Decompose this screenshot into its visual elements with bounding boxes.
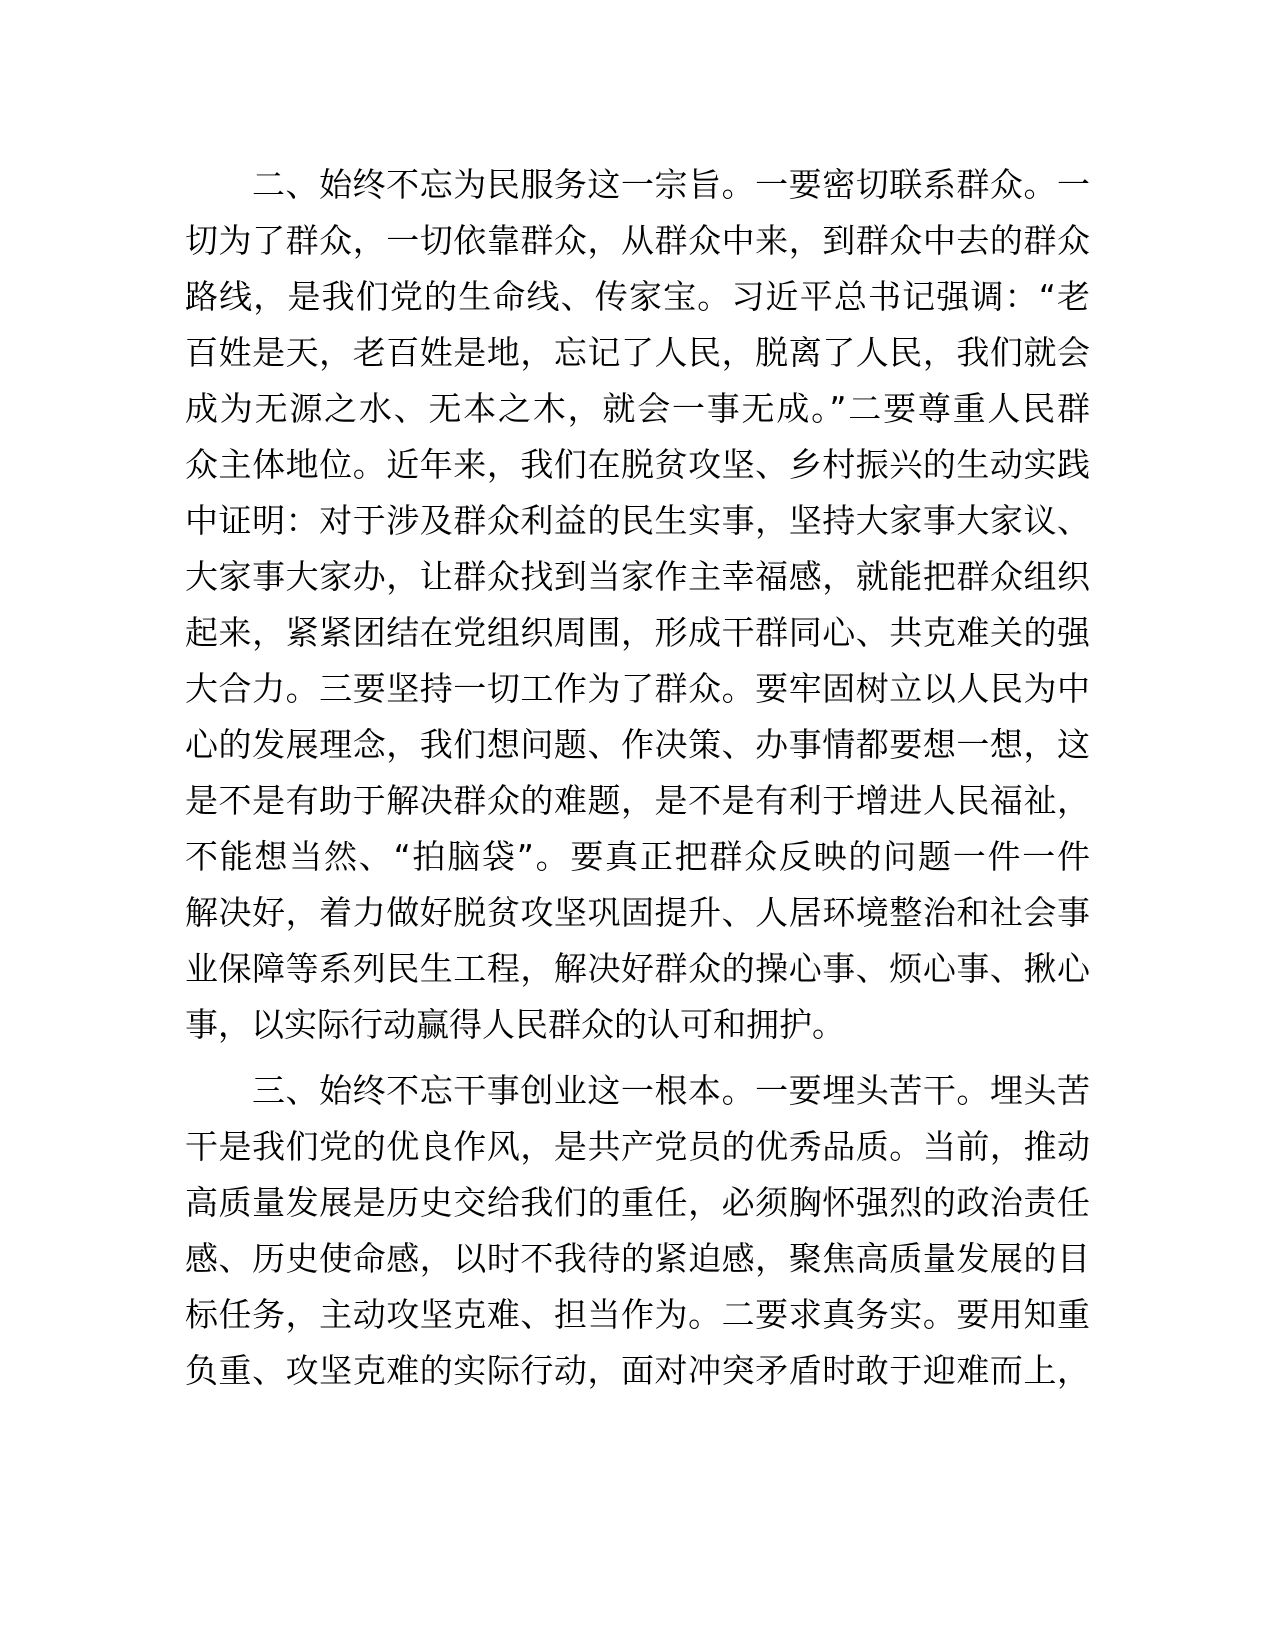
- paragraph-line: 成为无源之水、无本之木，就会一事无成。”二要尊重人民群: [185, 389, 1090, 428]
- paragraph-line: 干是我们党的优良作风，是共产党员的优秀品质。当前，推动: [185, 1127, 1090, 1166]
- paragraph-line: 事，以实际行动赢得人民群众的认可和拥护。: [185, 1005, 845, 1044]
- paragraph-line: 路线，是我们党的生命线、传家宝。习近平总书记强调：“老: [185, 277, 1090, 316]
- paragraph-line: 三、始终不忘干事创业这一根本。一要埋头苦干。埋头苦: [252, 1071, 1090, 1110]
- document-body: [185, 157, 1090, 1399]
- paragraph-spacer: [185, 1053, 1090, 1063]
- paragraph-line: 中证明：对于涉及群众利益的民生实事，坚持大家事大家议、: [185, 501, 1090, 540]
- paragraph-line: 大合力。三要坚持一切工作为了群众。要牢固树立以人民为中: [185, 669, 1090, 708]
- paragraph-line: 是不是有助于解决群众的难题，是不是有利于增进人民福祉，: [185, 781, 1090, 820]
- paragraph-line: 不能想当然、“拍脑袋”。要真正把群众反映的问题一件一件: [185, 837, 1090, 876]
- paragraph-line: 起来，紧紧团结在党组织周围，形成干群同心、共克难关的强: [185, 613, 1090, 652]
- paragraph-line: 百姓是天，老百姓是地，忘记了人民，脱离了人民，我们就会: [185, 333, 1090, 372]
- paragraph-line: 大家事大家办，让群众找到当家作主幸福感，就能把群众组织: [185, 557, 1090, 596]
- paragraph-line: 感、历史使命感，以时不我待的紧迫感，聚焦高质量发展的目: [185, 1239, 1090, 1278]
- paragraph-line: 二、始终不忘为民服务这一宗旨。一要密切联系群众。一: [252, 165, 1090, 204]
- paragraph-line: 高质量发展是历史交给我们的重任，必须胸怀强烈的政治责任: [185, 1183, 1090, 1222]
- paragraph-line: 负重、攻坚克难的实际行动，面对冲突矛盾时敢于迎难而上，: [185, 1351, 1090, 1390]
- paragraph-section-two: [185, 157, 1090, 1053]
- paragraph-section-three: [185, 1063, 1090, 1399]
- paragraph-line: 众主体地位。近年来，我们在脱贫攻坚、乡村振兴的生动实践: [185, 445, 1090, 484]
- paragraph-line: 业保障等系列民生工程，解决好群众的操心事、烦心事、揪心: [185, 949, 1090, 988]
- paragraph-line: 标任务，主动攻坚克难、担当作为。二要求真务实。要用知重: [185, 1295, 1090, 1334]
- paragraph-line: 解决好，着力做好脱贫攻坚巩固提升、人居环境整治和社会事: [185, 893, 1090, 932]
- paragraph-line: 切为了群众，一切依靠群众，从群众中来，到群众中去的群众: [185, 221, 1090, 260]
- paragraph-line: 心的发展理念，我们想问题、作决策、办事情都要想一想，这: [185, 725, 1090, 764]
